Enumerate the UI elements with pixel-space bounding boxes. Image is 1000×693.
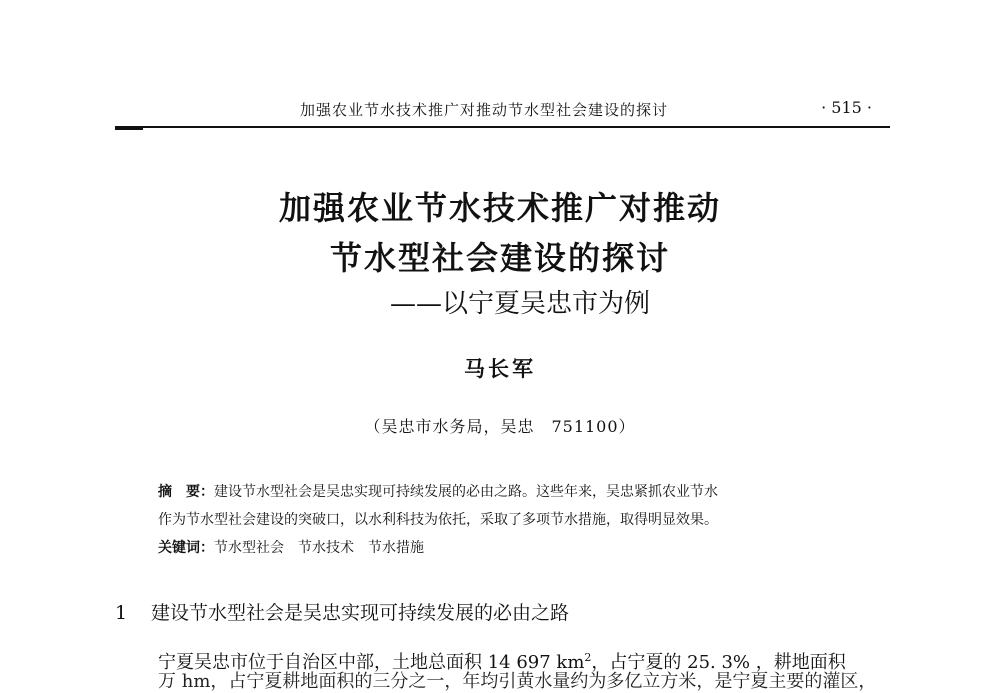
author-name: 马长军 — [464, 356, 536, 381]
running-title: 加强农业节水技术推广对推动节水型社会建设的探讨 — [300, 101, 669, 119]
body-superscript: 2 — [584, 651, 592, 664]
header-rule — [115, 126, 890, 128]
page-number: · 515 · — [821, 98, 872, 117]
body-text-1a: 宁夏吴忠市位于自治区中部，土地总面积 14 697 km — [158, 652, 585, 673]
abstract-line-2 — [158, 506, 858, 534]
body-paragraph-line-2-cropped — [158, 671, 888, 692]
keywords-line — [158, 534, 858, 562]
abstract-text-1: 建设节水型社会是吴忠实现可持续发展的必由之路。这些年来，吴忠紧抓农业节水 — [214, 484, 718, 500]
abstract-label: 摘 要： — [158, 484, 214, 500]
article-title-line-1: 加强农业节水技术推广对推动 — [278, 189, 721, 227]
abstract-line-1 — [158, 478, 858, 506]
article-subtitle: ——以宁夏吴忠市为例 — [389, 289, 650, 319]
section-title: 建设节水型社会是吴忠实现可持续发展的必由之路 — [151, 602, 570, 624]
abstract-block — [158, 478, 858, 562]
article-title-line-2: 节水型社会建设的探讨 — [329, 239, 670, 277]
author-affiliation: （吴忠市水务局，吴忠 751100） — [364, 417, 636, 436]
section-number: 1 — [115, 602, 128, 624]
body-text-1b: ，占宁夏的 25. 3% ，耕地面积 — [591, 652, 846, 673]
keywords-text: 节水型社会 节水技术 节水措施 — [214, 540, 424, 556]
header-rule-accent — [115, 128, 143, 130]
section-heading — [115, 598, 569, 625]
body-text-2: 万 hm，占宁夏耕地面积的三分之一，年均引黄水量约为多亿立方米，是宁夏主要的灌区， — [158, 671, 877, 692]
running-header — [115, 95, 890, 125]
abstract-text-2: 作为节水型社会建设的突破口，以水利科技为依托，采取了多项节水措施，取得明显效果。 — [158, 512, 718, 528]
keywords-label: 关键词： — [158, 540, 214, 556]
